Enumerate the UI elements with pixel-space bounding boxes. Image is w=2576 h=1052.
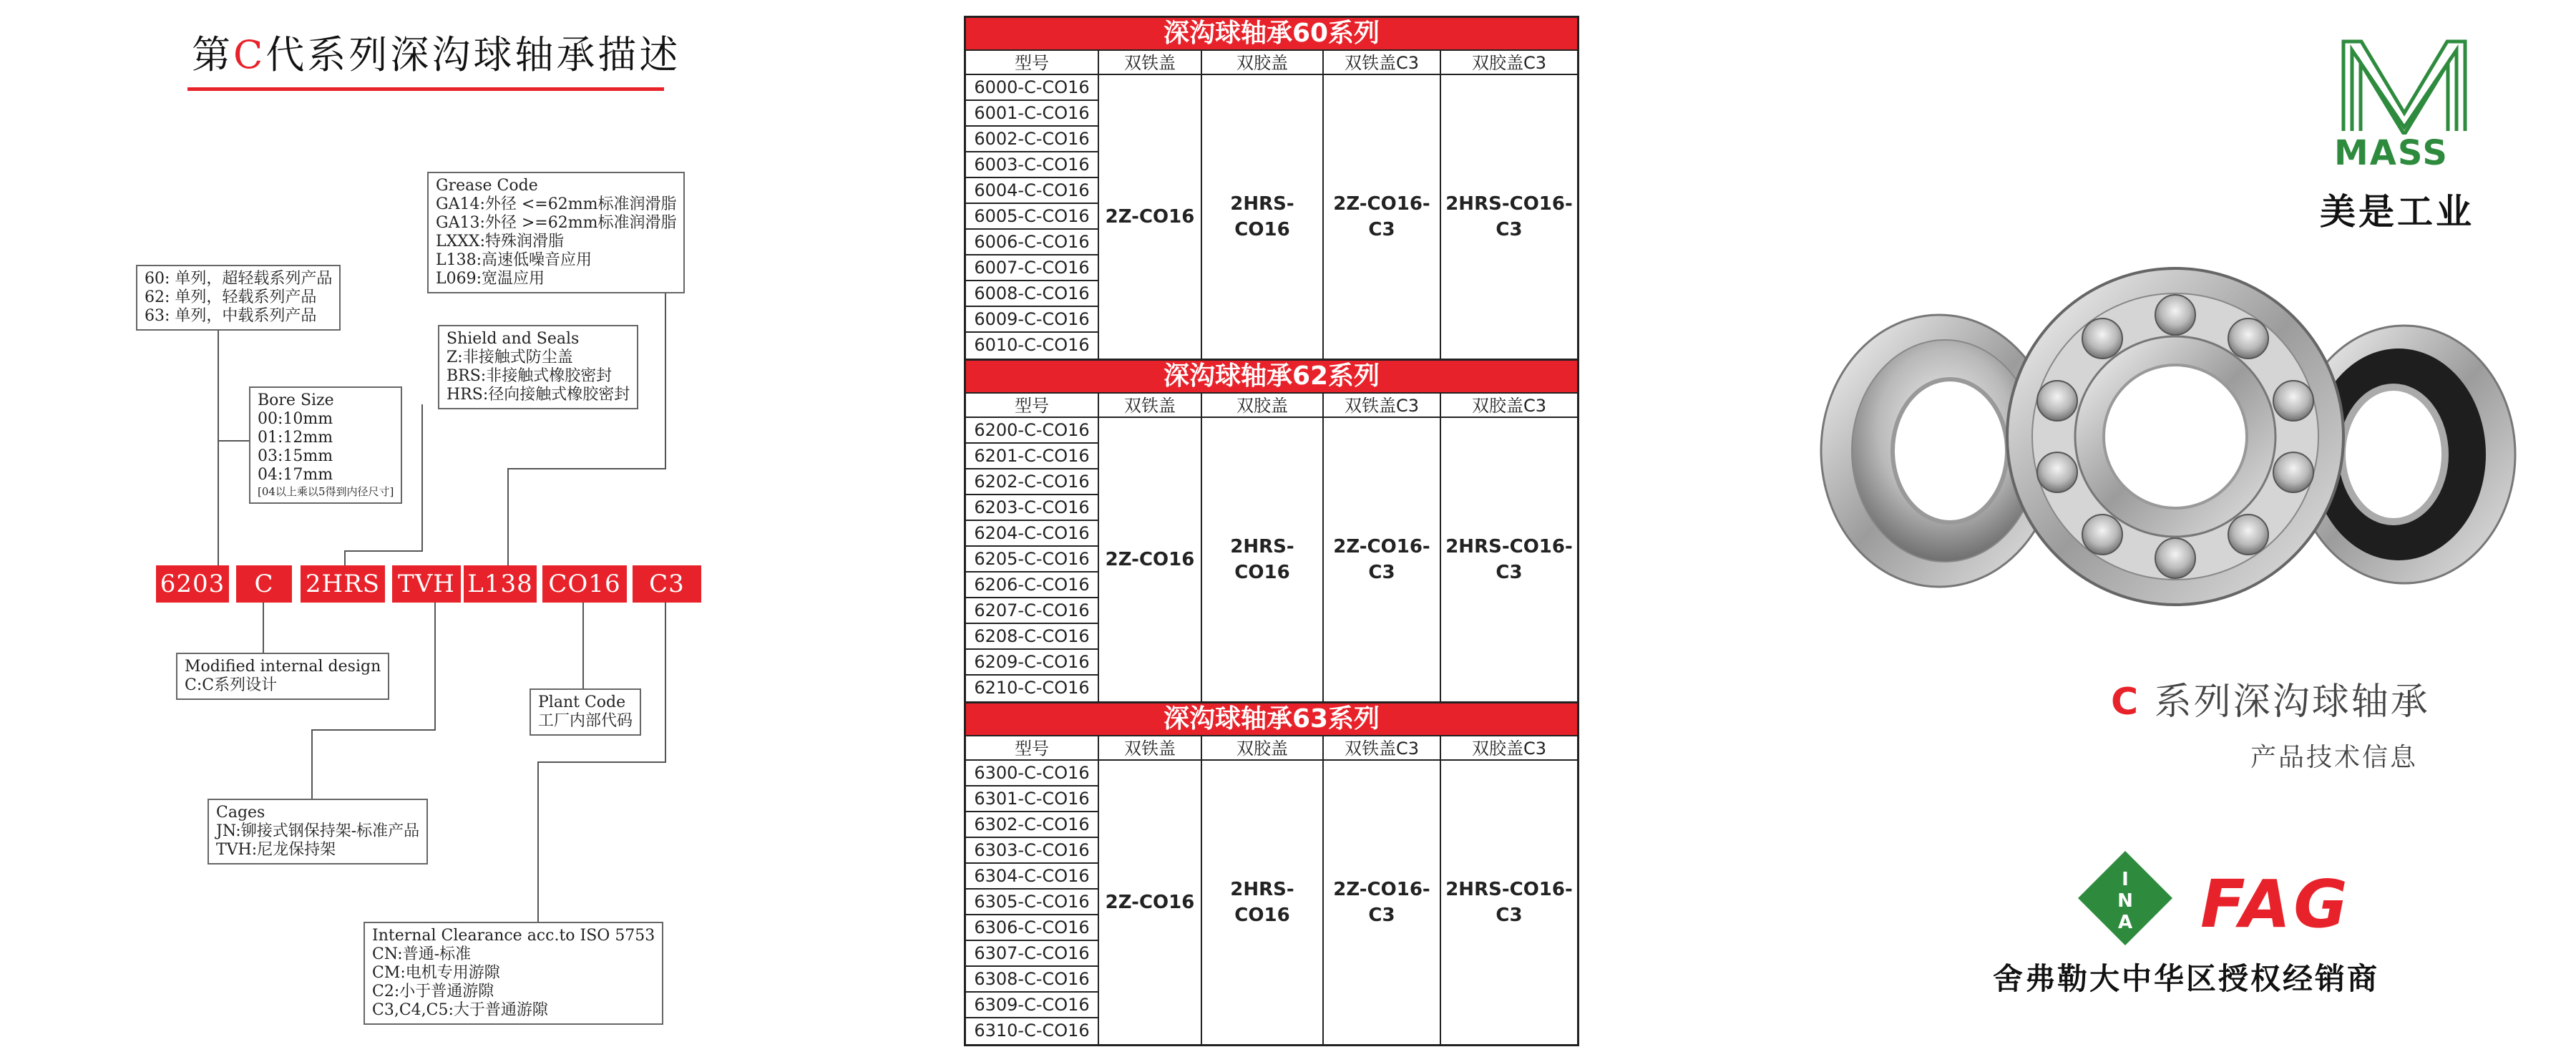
- model-cell: 6004-C-CO16: [966, 178, 1098, 204]
- model-cell: 6206-C-CO16: [966, 573, 1098, 598]
- spec-double-rubber: 2HRS- CO16: [1202, 761, 1324, 1044]
- spec-double-iron: 2Z-CO16: [1099, 75, 1202, 359]
- model-cell: 6302-C-CO16: [966, 812, 1098, 838]
- ina-logo-icon: [2075, 848, 2175, 948]
- plant-code-box: Plant Code 工厂内部代码: [530, 688, 641, 736]
- model-cell: 6010-C-CO16: [974, 335, 1090, 355]
- bore-size-box: Bore Size 00:10mm 01:12mm 03:15mm 04:17mm [04以上乘以5得到内径尺寸]: [249, 386, 402, 504]
- model-cell: 6304-C-CO16: [966, 864, 1098, 890]
- model-cell: 6203-C-CO16: [966, 495, 1098, 521]
- internal-clearance-box: Internal Clearance acc.to ISO 5753 CN:普通-标准 CM:电机专用游隙 C2:小于普通游隙 C3,C4,C5:大于普通游隙: [364, 922, 663, 1025]
- spec-double-iron: 2Z-CO16: [1099, 761, 1202, 1044]
- product-title: C 系列深沟球轴承: [2111, 681, 2430, 724]
- series-description-box: 60: 单列，超轻载系列产品 62: 单列，轻载系列产品 63: 单列，中载系列产品: [136, 265, 341, 331]
- code-chip-cage: TVH: [392, 565, 461, 603]
- bearing-tables: [964, 16, 1579, 1046]
- code-chip-clearance: C3: [633, 565, 701, 603]
- model-cell: 6201-C-CO16: [966, 444, 1098, 469]
- svg-text:A: A: [2117, 912, 2133, 933]
- model-cell: 6002-C-CO16: [966, 127, 1098, 152]
- model-cell: 6309-C-CO16: [966, 993, 1098, 1018]
- model-cell: 6009-C-CO16: [966, 307, 1098, 333]
- series-title: 深沟球轴承63系列: [966, 703, 1577, 735]
- table-header: 型号 双铁盖 双胶盖 双铁盖C3 双胶盖C3: [966, 735, 1577, 761]
- code-chip-plant: CO16: [542, 565, 627, 603]
- modified-design-box: Modified internal design C:C系列设计: [176, 653, 389, 700]
- model-cell: 6307-C-CO16: [966, 941, 1098, 967]
- model-cell: 6310-C-CO16: [974, 1021, 1090, 1041]
- model-cell: 6202-C-CO16: [966, 469, 1098, 495]
- spec-double-iron-c3: 2Z-CO16- C3: [1324, 418, 1441, 701]
- series-table-62: [964, 359, 1579, 701]
- bearing-photo: [1810, 258, 2540, 630]
- model-cell: 6308-C-CO16: [966, 967, 1098, 993]
- model-cell: 6007-C-CO16: [966, 255, 1098, 281]
- model-cell: 6003-C-CO16: [966, 152, 1098, 178]
- spec-double-rubber-c3: 2HRS-CO16- C3: [1445, 879, 1573, 926]
- fag-logo: FAG: [2200, 866, 2351, 943]
- model-cell: 6001-C-CO16: [966, 101, 1098, 127]
- code-chip-design: C: [236, 565, 292, 603]
- series-table-60: [964, 16, 1579, 359]
- svg-text:N: N: [2117, 890, 2133, 912]
- model-cell: 6005-C-CO16: [966, 204, 1098, 230]
- spec-double-rubber-c3: 2HRS-CO16- C3: [1445, 536, 1573, 583]
- model-cell: 6006-C-CO16: [966, 230, 1098, 255]
- center-bearing: [2007, 268, 2343, 605]
- spec-double-iron-c3: 2Z-CO16- C3: [1324, 761, 1441, 1044]
- mass-logo-icon: [2329, 34, 2479, 135]
- model-cell: 6208-C-CO16: [966, 624, 1098, 650]
- table-header: 型号 双铁盖 双胶盖 双铁盖C3 双胶盖C3: [966, 392, 1577, 418]
- spec-double-iron: 2Z-CO16: [1099, 418, 1202, 701]
- series-table-63: [964, 701, 1579, 1046]
- model-cell: 6300-C-CO16: [966, 761, 1098, 786]
- logo-text: MASS: [2334, 133, 2449, 173]
- table-header: 型号 双铁盖 双胶盖 双铁盖C3 双胶盖C3: [966, 49, 1577, 75]
- model-cell: 6305-C-CO16: [966, 890, 1098, 915]
- model-cell: 6200-C-CO16: [966, 418, 1098, 444]
- code-chip-series: 6203: [156, 565, 229, 603]
- model-cell: 6209-C-CO16: [966, 650, 1098, 676]
- spec-double-iron-c3: 2Z-CO16- C3: [1324, 75, 1441, 359]
- model-cell: 6207-C-CO16: [966, 598, 1098, 624]
- product-subtitle: 产品技术信息: [2250, 743, 2419, 772]
- page-title: 第C代系列深沟球轴承描述: [192, 32, 681, 77]
- model-cell: 6303-C-CO16: [966, 838, 1098, 864]
- svg-text:I: I: [2122, 869, 2129, 890]
- model-cell: 6204-C-CO16: [966, 521, 1098, 547]
- model-cell: 6008-C-CO16: [966, 281, 1098, 307]
- authorized-dealer: 舍弗勒大中华区授权经销商: [1993, 961, 2380, 996]
- series-title: 深沟球轴承60系列: [966, 18, 1577, 49]
- company-name: 美是工业: [2320, 191, 2474, 233]
- model-cell: 6301-C-CO16: [966, 786, 1098, 812]
- series-title: 深沟球轴承62系列: [966, 361, 1577, 392]
- spec-double-rubber: 2HRS- CO16: [1202, 418, 1324, 701]
- cages-box: Cages JN:铆接式钢保持架-标准产品 TVH:尼龙保持架: [208, 799, 428, 865]
- spec-double-rubber: 2HRS- CO16: [1202, 75, 1324, 359]
- spec-double-rubber-c3: 2HRS-CO16- C3: [1445, 193, 1573, 240]
- model-cell: 6205-C-CO16: [966, 547, 1098, 573]
- model-cell: 6210-C-CO16: [974, 678, 1090, 698]
- shield-seals-box: Shield and Seals Z:非接触式防尘盖 BRS:非接触式橡胶密封 HRS:径向接触式橡胶密封: [438, 325, 638, 409]
- model-cell: 6000-C-CO16: [966, 75, 1098, 101]
- model-cell: 6306-C-CO16: [966, 915, 1098, 941]
- grease-code-box: Grease Code GA14:外径 <=62mm标准润滑脂 GA13:外径 >=62mm标准润滑脂 LXXX:特殊润滑脂 L138:高速低噪音应用 L069:宽温应用: [427, 172, 685, 293]
- code-chip-grease: L138: [464, 565, 537, 603]
- code-chip-seal: 2HRS: [301, 565, 385, 603]
